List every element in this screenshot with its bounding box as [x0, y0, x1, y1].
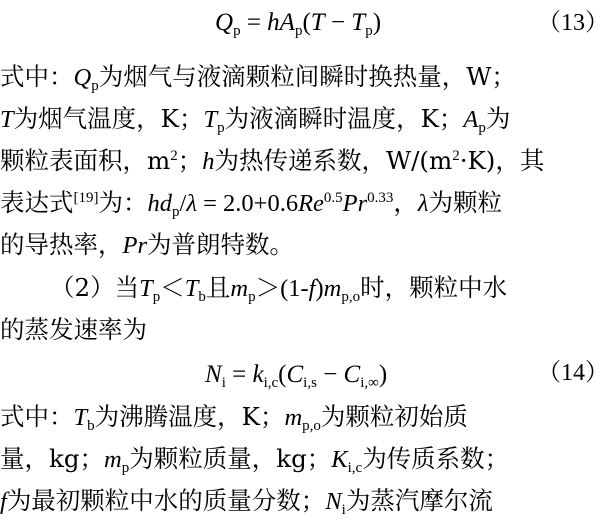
equation-13: $Q_p = hA_p(T - T_p)$ — [215, 9, 382, 39]
para2-line2: 的蒸发速率为 — [0, 315, 147, 344]
para2-line1: （2）当$T_p<T_b$且$m_p>(1-f)m_{p,o}$时，颗粒中水 — [50, 273, 508, 305]
equation-13-number: （13） — [537, 10, 609, 36]
equation-14-number: （14） — [537, 360, 609, 386]
para1-line4: 表达式[19]为：$hd_p/\lambda = 2.0+0.6Re^{0.5}Pr^{0.33}$，λ为颗粒 — [0, 188, 503, 220]
equation-14: $N_i = k_{i,c}(C_{i,s} - C_{i,\infty})$ — [205, 361, 388, 391]
para1-line5: 的导热率，Pr为普朗特数。 — [0, 230, 294, 259]
para1-line2: T为烟气温度，K；$T_p$为液滴瞬时温度，K；$A_p$为 — [0, 104, 511, 136]
para3-line1: 式中：$T_b$为沸腾温度，K；$m_{p,o}$为颗粒初始质 — [0, 402, 468, 434]
para1-line3: 颗粒表面积，$m^2$；h为热传递系数，$W/(m^2\cdot K)$，其 — [0, 146, 545, 175]
para3-line3: f为最初颗粒中水的质量分数；$N_i$为蒸汽摩尔流 — [0, 486, 493, 518]
para1-line1: 式中：$Q_p$为烟气与液滴颗粒间瞬时换热量，W； — [0, 62, 516, 94]
para3-line2: 量，kg；$m_p$为颗粒质量，kg；$K_{i,c}$为传质系数； — [0, 444, 510, 476]
